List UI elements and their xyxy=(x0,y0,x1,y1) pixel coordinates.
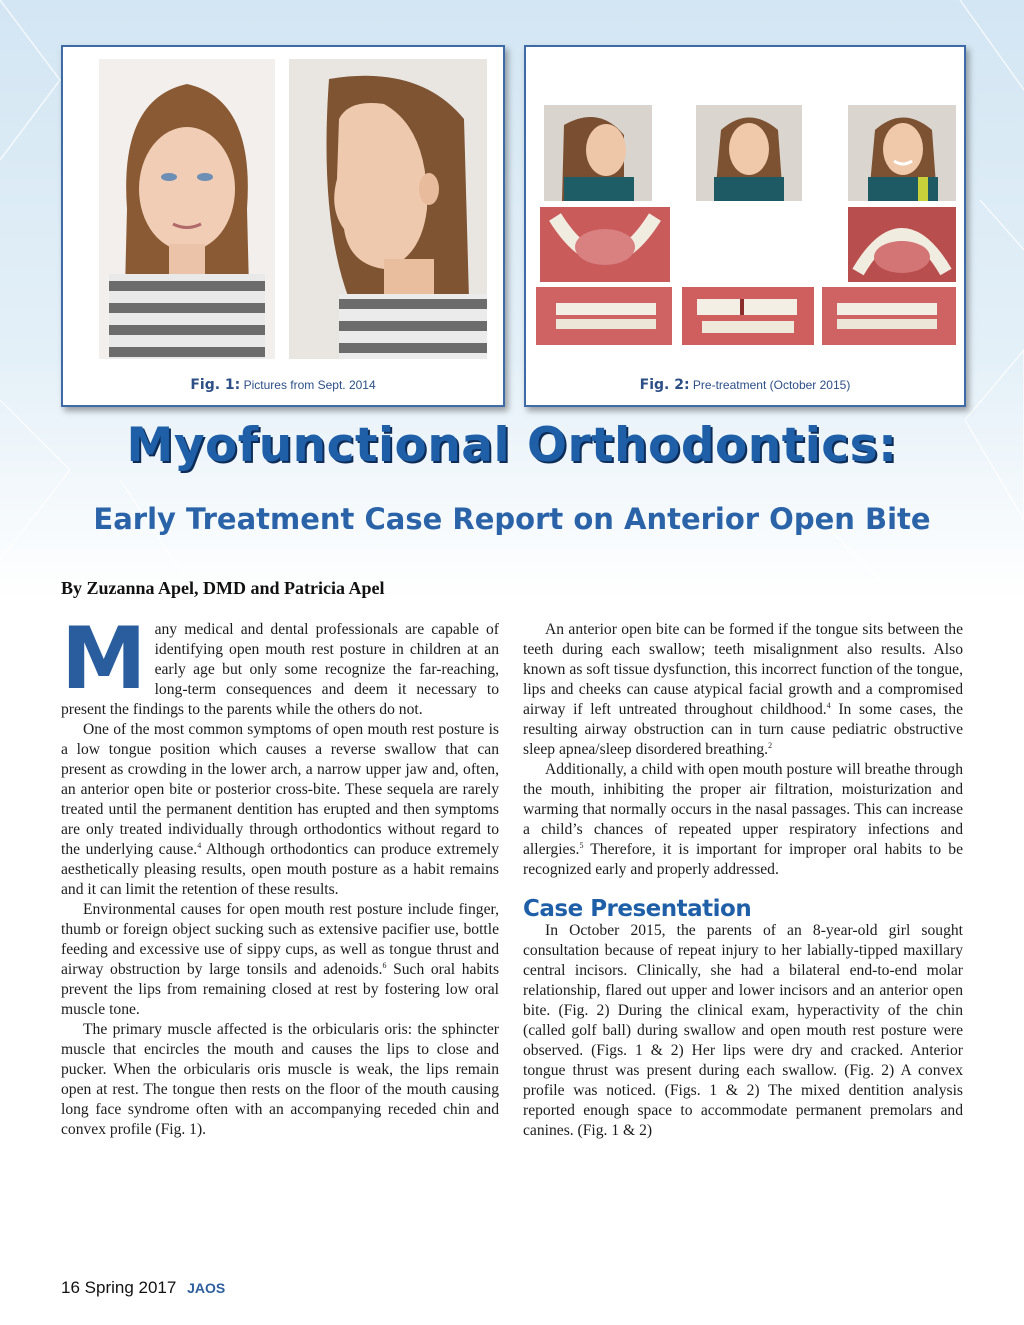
issue-date: Spring 2017 xyxy=(84,1278,177,1297)
drop-cap: M xyxy=(61,609,147,709)
paragraph xyxy=(61,720,499,900)
reference-marker: 6 xyxy=(382,960,387,970)
paragraph-text: Additionally, a child with open mouth posture will breathe through the mouth, inhibiting the proper air filtration, moisturization and warming that normally occurs in the nasal passages. This can increase a child’s chances of repeated upper respiratory infections and allergies. xyxy=(523,761,963,858)
paragraph-text: Although orthodontics can produce extremely aesthetically pleasing results, open mouth posture as a habit remains and it can limit the retention of these results. xyxy=(61,841,500,898)
paragraph xyxy=(61,900,499,1020)
paragraph-text: Therefore, it is important for improper oral habits to be recognized early and properly addressed. xyxy=(523,841,963,878)
upper-arch-photo xyxy=(540,207,670,282)
front-face-photo xyxy=(99,59,275,359)
article-subtitle: Early Treatment Case Report on Anterior Open Bite xyxy=(93,502,931,536)
figure-1-caption-text: Pictures from Sept. 2014 xyxy=(243,378,376,392)
reference-marker: 4 xyxy=(826,700,831,710)
paragraph-text: An anterior open bite can be formed if the tongue sits between the teeth during each swallow; teeth misalignment also results. Also known as soft tissue dysfunction, this incorrect function of the tongue, lips and cheeks can cause atypical facial growth and a compromised airway if left untreated throughout childhood. xyxy=(523,621,963,718)
side-profile-photo xyxy=(289,59,487,359)
front-bite-photo xyxy=(682,287,814,345)
lower-arch-photo xyxy=(848,207,956,282)
profile-photo xyxy=(544,105,652,201)
byline: By Zuzanna Apel, DMD and Patricia Apel xyxy=(61,578,385,598)
paragraph xyxy=(523,760,963,880)
figure-2-caption-text: Pre-treatment (October 2015) xyxy=(692,378,851,392)
smile-photo xyxy=(848,105,956,201)
paragraph xyxy=(61,1020,499,1140)
column-2 xyxy=(523,620,963,1141)
reference-marker: 5 xyxy=(579,840,584,850)
paragraph-intro xyxy=(61,609,499,720)
page-number: 16 xyxy=(61,1278,80,1297)
right-bite-photo xyxy=(536,287,672,345)
paragraph-text: Environmental causes for open mouth rest posture include finger, thumb or foreign object sucking such as extensive pacifier use, bottle feeding and excessive use of sippy cups, as well as tongue thrust and airway obstruction by large tonsils and adenoids. xyxy=(61,901,499,978)
figure-1-label: Fig. 1: xyxy=(190,377,241,393)
paragraph xyxy=(523,921,963,1141)
paragraph-text: In October 2015, the parents of an 8-year-old girl sought consultation because of repeat injury to her labially-tipped maxillary central incisors. Clinically, she had a bilateral end-to-end molar relationship, flared out upper and lower incisors and an anterior open bite. (Fig. 2) During the clinical exam, hyperactivity of the chin (called golf ball) during swallow and open mouth rest posture were observed. (Figs. 1 & 2) Her lips were dry and cracked. Anterior tongue thrust was present during each swallow. (Fig. 2) A convex profile was noticed. (Figs. 1 & 2) The mixed dentition analysis reported enough space to accommodate permanent premolars and canines. (Fig. 1 & 2) xyxy=(523,922,963,1139)
article-title: Myofunctional Orthodontics: xyxy=(126,418,898,473)
page-footer xyxy=(61,1278,225,1298)
reference-marker: 2 xyxy=(768,740,773,750)
paragraph-text: The primary muscle affected is the orbicularis oris: the sphincter muscle that encircles the mouth and causes the lips to close and pucker. When the orbicularis oris muscle is weak, the lips remain open at rest. The tongue then rests on the floor of the mouth causing long face syndrome often with an accompanying receded chin and convex profile (Fig. 1). xyxy=(61,1021,499,1138)
paragraph-text: Such oral habits prevent the lips from remaining closed at rest by fostering low oral muscle tone. xyxy=(61,961,500,1018)
journal-name: JAOS xyxy=(187,1280,226,1296)
figure-1 xyxy=(61,45,505,407)
section-heading: Case Presentation xyxy=(523,896,752,922)
paragraph-text: In some cases, the resulting airway obstruction can in turn cause pediatric obstructive sleep apnea/sleep disordered breathing. xyxy=(523,701,964,758)
column-1 xyxy=(61,609,500,1140)
figure-2 xyxy=(524,45,966,407)
paragraph xyxy=(523,620,963,760)
reference-marker: 4 xyxy=(197,840,202,850)
paragraph-text: any medical and dental professionals are capable of identifying open mouth rest posture in children at an early age but only some recognize the far-reaching, long-term consequences and deem it necessary to present the findings to the parents while the others do not. xyxy=(61,621,499,718)
figure-2-label: Fig. 2: xyxy=(639,377,690,393)
paragraph-text: One of the most common symptoms of open mouth rest posture is a low tongue position which causes a reverse swallow that can present as crowding in the lower arch, a narrow upper jaw and, often, an anterior open bite or posterior cross-bite. These sequela are rarely treated until the permanent dentition has erupted and then symptoms are only treated individually through orthodontics without regard to the underlying cause. xyxy=(61,721,499,858)
left-bite-photo xyxy=(822,287,956,345)
figure-2-caption xyxy=(526,377,964,393)
front-photo xyxy=(696,105,802,201)
figure-1-caption xyxy=(63,377,503,393)
